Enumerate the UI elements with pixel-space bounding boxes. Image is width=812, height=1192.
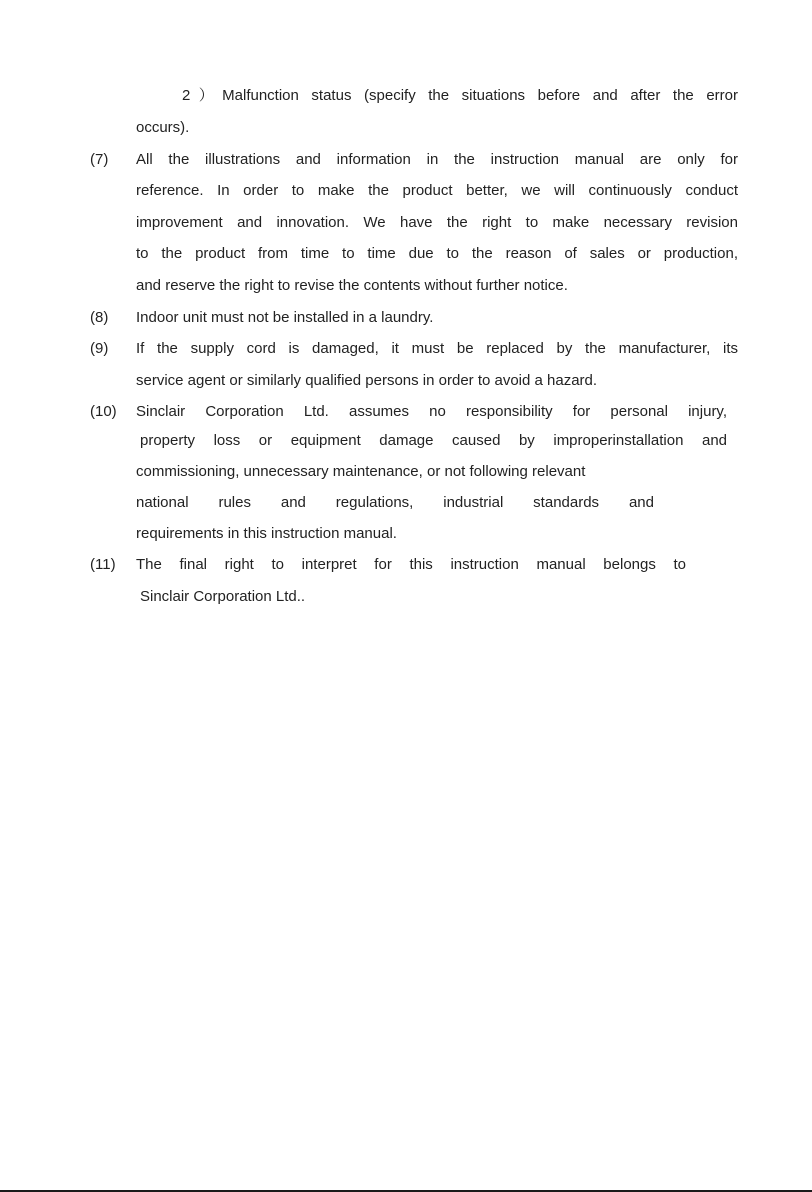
item-8-line: Indoor unit must not be installed in a laundry. — [136, 309, 434, 326]
item-7-line: to the product from time to time due to the reason of sales or production, — [136, 245, 738, 262]
item-10-line: requirements in this instruction manual. — [136, 525, 397, 542]
item-7-line: reference. In order to make the product better, we will continuously conduct — [136, 182, 738, 199]
item-7-line: and reserve the right to revise the contents without further notice. — [136, 277, 568, 294]
item-9-line: service agent or similarly qualified persons in order to avoid a hazard. — [136, 372, 598, 389]
item-10-line: commissioning, unnecessary maintenance, or not following relevant — [136, 463, 586, 480]
item-10-line: national rules and regulations, industrial standards and — [136, 494, 654, 511]
malfunction-status-line-1: 2）Malfunction status (specify the situations before and after the error — [182, 87, 738, 104]
malfunction-status-line-2: occurs). — [136, 119, 190, 136]
item-11-line: The final right to interpret for this instruction manual belongs to — [136, 556, 686, 573]
item-7-line: All the illustrations and information in the instruction manual are only for — [136, 151, 738, 168]
item-10-line: Sinclair Corporation Ltd. assumes no responsibility for personal injury, — [136, 403, 727, 420]
item-7-line: improvement and innovation. We have the right to make necessary revision — [136, 214, 738, 231]
item-9-number: (9) — [90, 340, 109, 357]
item-10-number: (10) — [90, 403, 117, 420]
item-9-line: If the supply cord is damaged, it must be replaced by the manufacturer, its — [136, 340, 738, 357]
item-7-number: (7) — [90, 151, 109, 168]
item-8-number: (8) — [90, 309, 109, 326]
item-11-number: (11) — [90, 556, 116, 573]
item-11-line: Sinclair Corporation Ltd.. — [140, 588, 306, 605]
item-10-line: property loss or equipment damage caused by improperinstallation and — [140, 432, 727, 449]
